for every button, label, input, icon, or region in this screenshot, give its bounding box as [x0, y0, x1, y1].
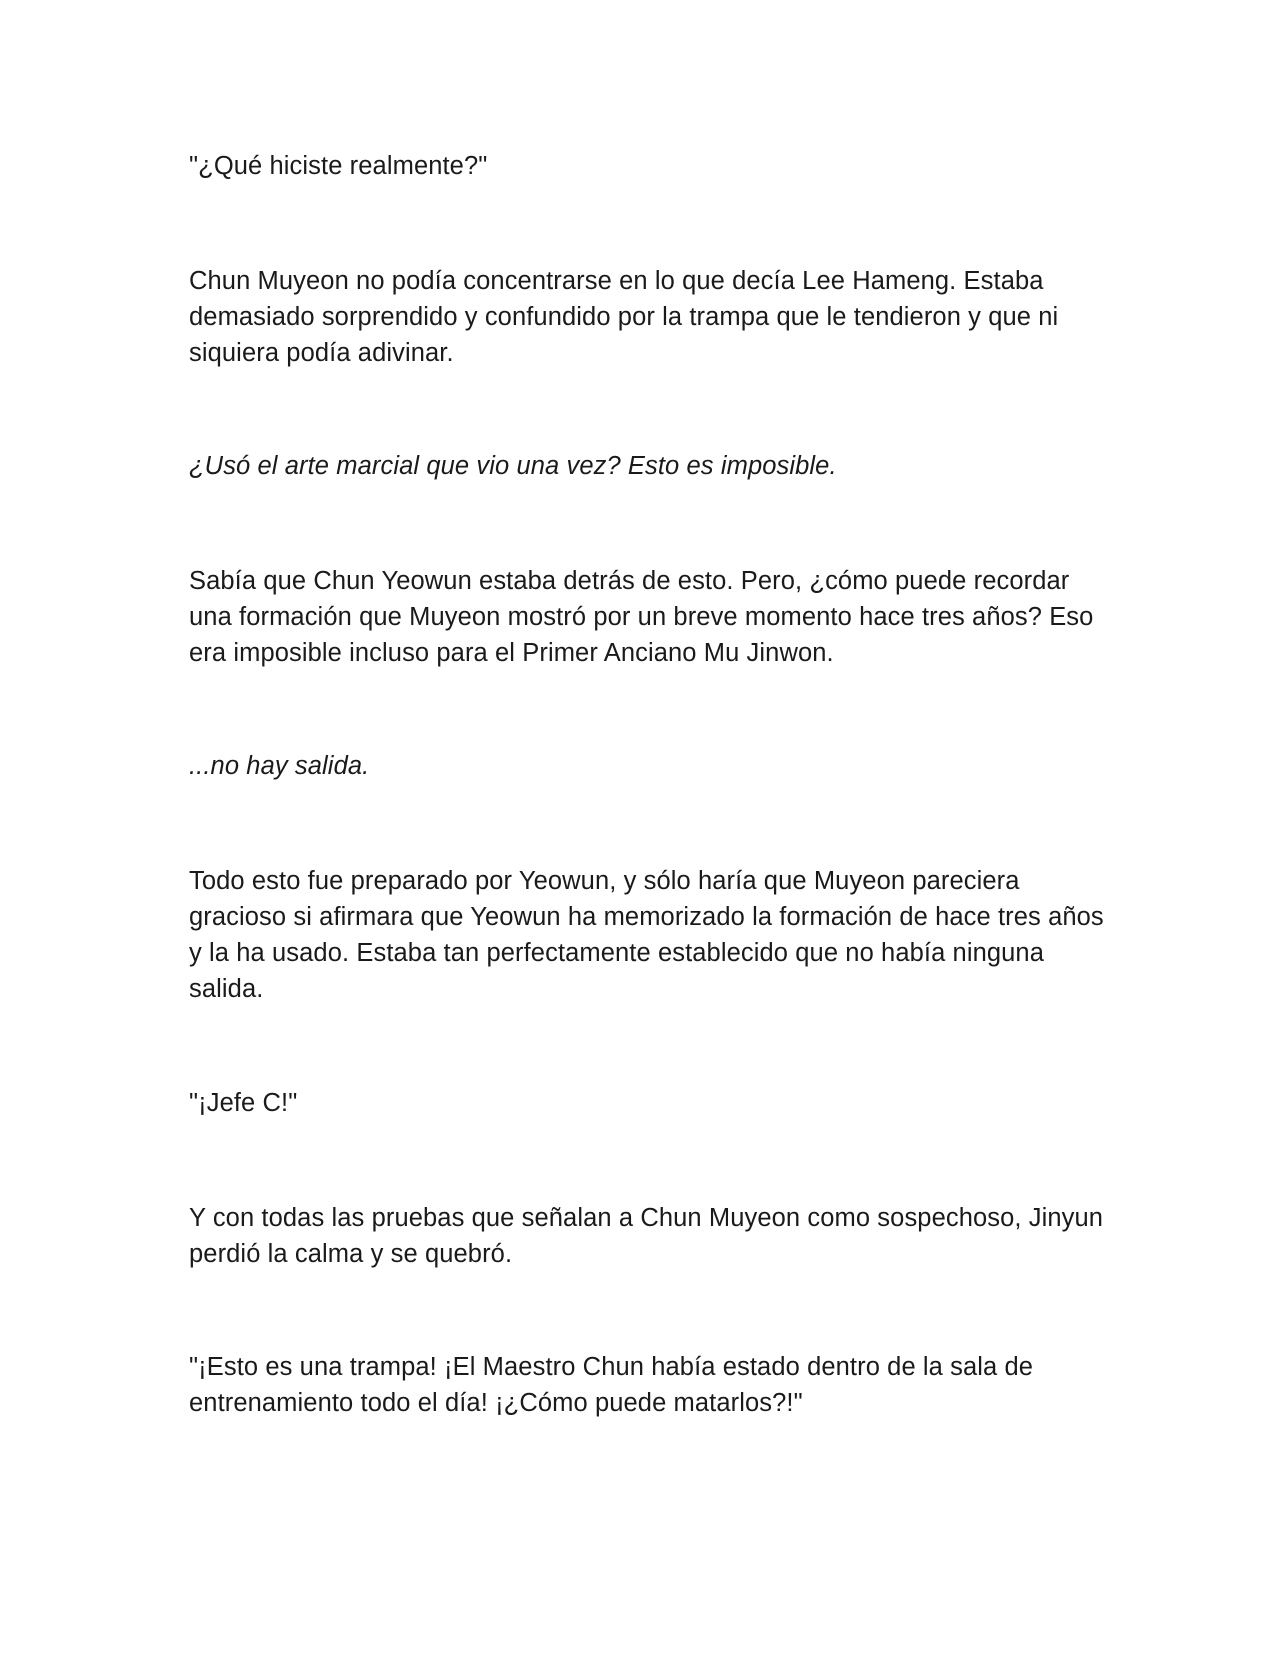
narrative-paragraph: Y con todas las pruebas que señalan a Chun Muyeon como sospechoso, Jinyun perdió la calma y se quebró.: [189, 1204, 1104, 1268]
narrative-paragraph: Chun Muyeon no podía concentrarse en lo que decía Lee Hameng. Estaba demasiado sorprendido y confundido por la trampa que le tendieron y que ni siquiera podía adivinar.: [189, 267, 1059, 367]
dialogue-paragraph: "¿Qué hiciste realmente?": [189, 152, 488, 180]
dialogue-paragraph: "¡Esto es una trampa! ¡El Maestro Chun había estado dentro de la sala de entrenamiento todo el día! ¡¿Cómo puede matarlos?!": [189, 1353, 1034, 1417]
narrative-paragraph: Todo esto fue preparado por Yeowun, y sólo haría que Muyeon pareciera gracioso si afirmara que Yeowun ha memorizado la formación de hace tres años y la ha usado. Estaba tan perfectamente establecido que no había ninguna salida.: [189, 867, 1104, 1003]
narrative-paragraph: Sabía que Chun Yeowun estaba detrás de esto. Pero, ¿cómo puede recordar una formación que Muyeon mostró por un breve momento hace tres años? Eso era imposible incluso para el Primer Anciano Mu Jinwon.: [189, 567, 1094, 667]
thought-paragraph: ¿Usó el arte marcial que vio una vez? Esto es imposible.: [189, 452, 837, 480]
thought-paragraph: ...no hay salida.: [189, 752, 370, 780]
dialogue-paragraph: "¡Jefe C!": [189, 1089, 298, 1117]
